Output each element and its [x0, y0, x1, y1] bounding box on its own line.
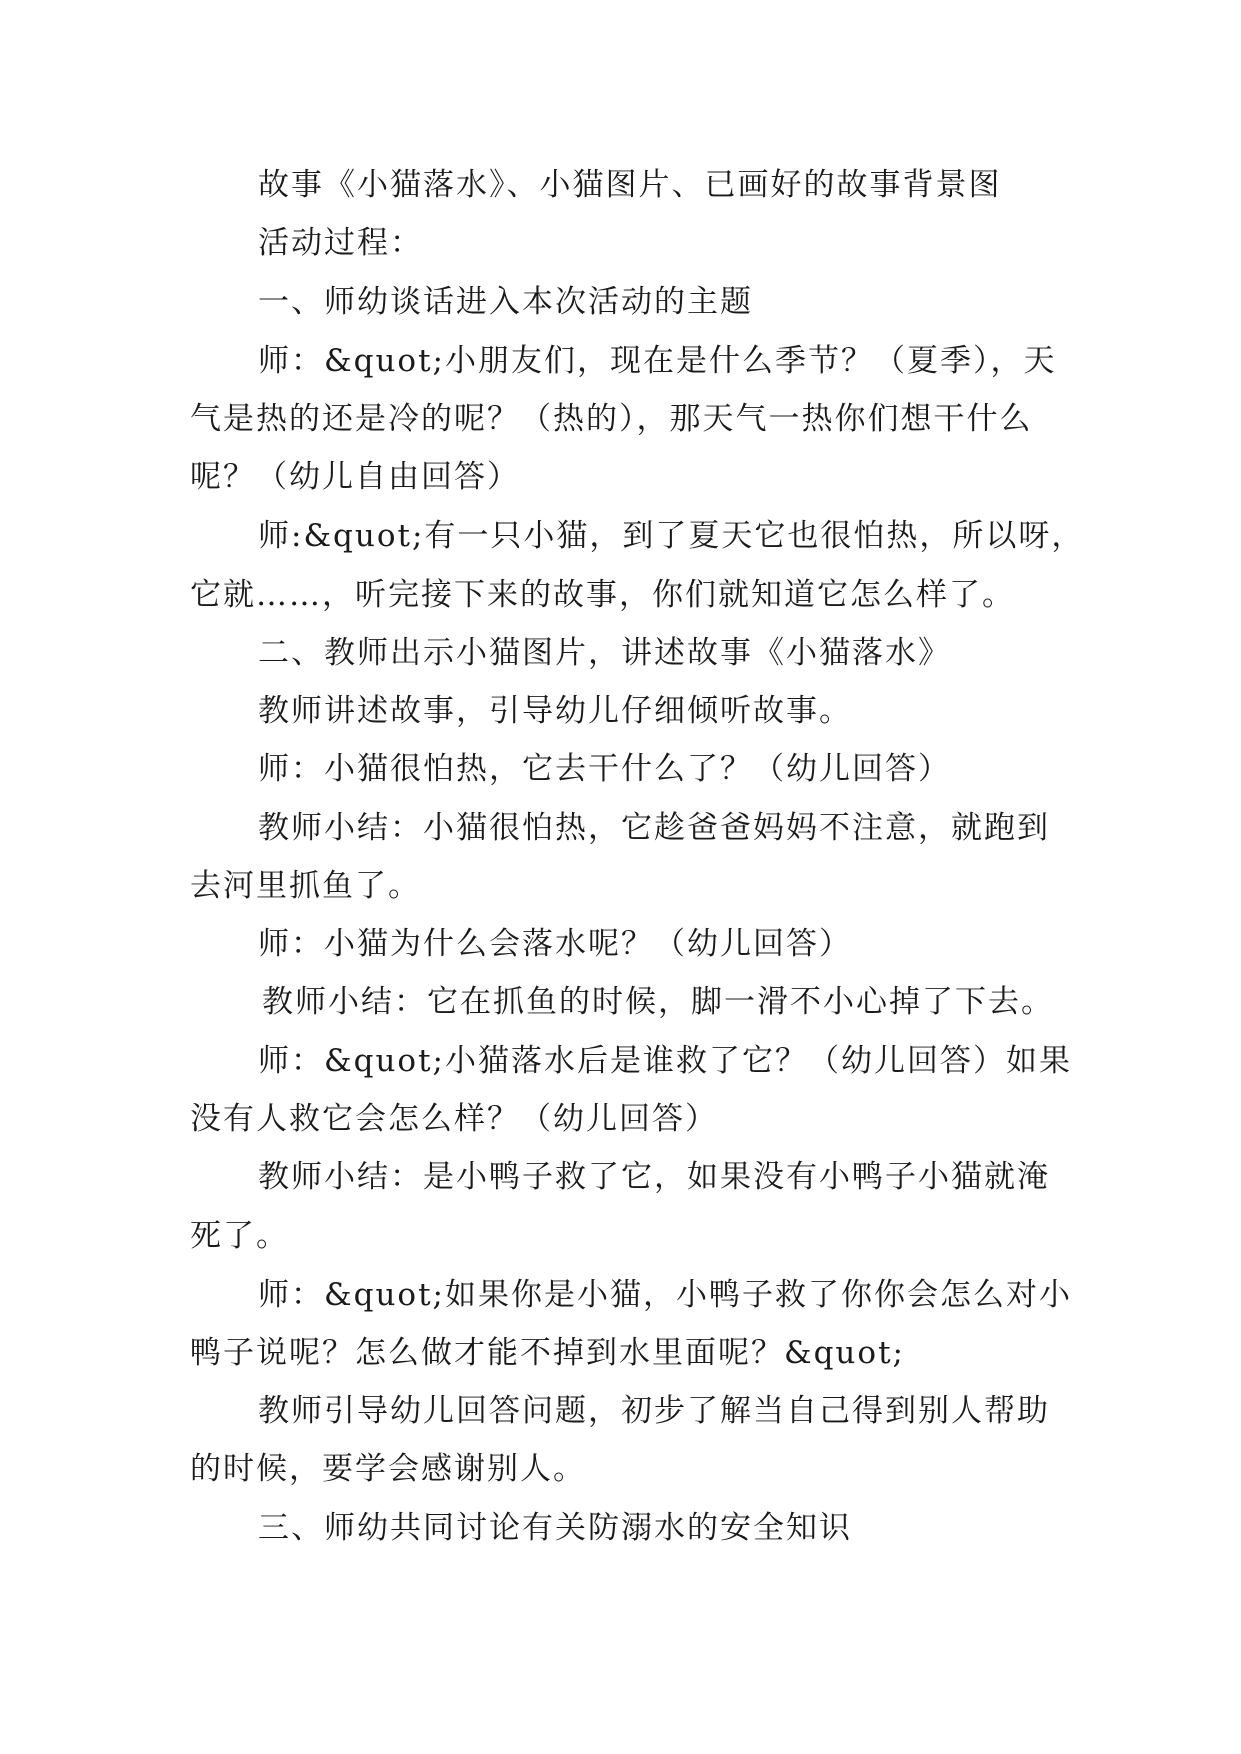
text-line: 师：小猫为什么会落水呢？（幼儿回答）: [258, 926, 852, 962]
text-line: 死了。: [190, 1218, 289, 1254]
text-line: 呢？（幼儿自由回答）: [190, 459, 520, 495]
text-line: 师：&quot;如果你是小猫，小鸭子救了你你会怎么对小: [258, 1277, 1072, 1313]
text-line: 二、教师出示小猫图片，讲述故事《小猫落水》: [258, 635, 951, 671]
text-line: 师:&quot;有一只小猫，到了夏天它也很怕热，所以呀，: [258, 518, 1085, 554]
text-line: 师：小猫很怕热，它去干什么了？（幼儿回答）: [258, 751, 951, 787]
text-line: 一、师幼谈话进入本次活动的主题: [258, 284, 753, 320]
text-line: 师：&quot;小朋友们，现在是什么季节？（夏季），天: [258, 343, 1057, 379]
text-line: 它就……，听完接下来的故事，你们就知道它怎么样了。: [190, 577, 1015, 613]
text-line: 的时候，要学会感谢别人。: [190, 1451, 586, 1487]
text-line: 故事《小猫落水》、小猫图片、已画好的故事背景图: [258, 167, 1002, 203]
text-line: 教师讲述故事，引导幼儿仔细倾听故事。: [258, 693, 852, 729]
text-line: 没有人救它会怎么样？（幼儿回答）: [190, 1101, 718, 1137]
text-line: 教师引导幼儿回答问题，初步了解当自己得到别人帮助: [258, 1393, 1050, 1429]
text-line: 师：&quot;小猫落水后是谁救了它？（幼儿回答）如果: [258, 1043, 1072, 1079]
text-line: 鸭子说呢？怎么做才能不掉到水里面呢？&quot;: [190, 1335, 905, 1371]
text-line: 气是热的还是冷的呢？（热的），那天气一热你们想干什么: [190, 401, 1033, 437]
text-line: 三、师幼共同讨论有关防溺水的安全知识: [258, 1510, 852, 1546]
text-line: 去河里抓鱼了。: [190, 868, 421, 904]
text-line: 教师小结：是小鸭子救了它，如果没有小鸭子小猫就淹: [258, 1159, 1050, 1195]
text-line: 活动过程：: [258, 225, 423, 261]
text-line: 教师小结：小猫很怕热，它趁爸爸妈妈不注意，就跑到: [258, 810, 1050, 846]
text-line: 教师小结：它在抓鱼的时候，脚一滑不小心掉了下去。: [262, 984, 1054, 1020]
